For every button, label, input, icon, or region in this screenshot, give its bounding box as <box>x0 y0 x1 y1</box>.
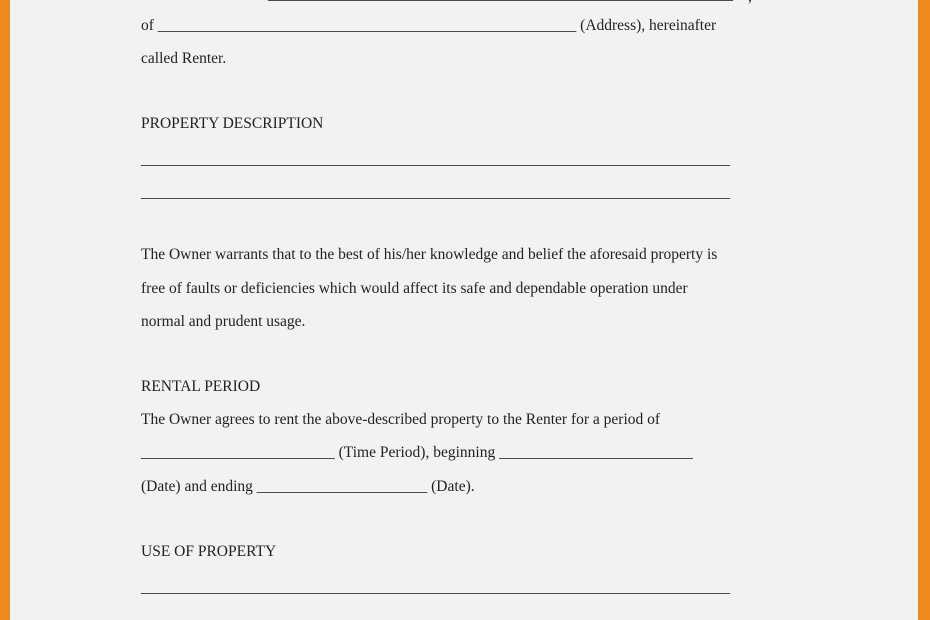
property-blank-line-1: ____________________________________________________________________________ <box>141 151 730 168</box>
warranty-text-line-3: normal and prudent usage. <box>141 313 306 330</box>
property-description-heading: PROPERTY DESCRIPTION <box>141 115 324 132</box>
property-blank-line-2: ____________________________________________________________________________ <box>141 184 730 201</box>
renter-line: called Renter. <box>141 50 227 67</box>
rental-period-heading: RENTAL PERIOD <box>141 378 261 395</box>
use-of-property-heading: USE OF PROPERTY <box>141 543 277 560</box>
use-blank-line-1: ____________________________________________________________________________ <box>141 579 730 596</box>
document-page <box>10 0 918 620</box>
rental-text-line-2: _________________________ (Time Period), beginning _________________________ <box>141 444 693 461</box>
rental-text-line-3: (Date) and ending ______________________ (Date). <box>141 478 475 495</box>
warranty-text-line-2: free of faults or deficiencies which would affect its safe and dependable operation under <box>141 280 688 297</box>
address-line: of ______________________________________________________ (Address), hereinafter <box>141 17 717 34</box>
warranty-text-line-1: The Owner warrants that to the best of his/her knowledge and belief the aforesaid property is <box>141 246 718 263</box>
top-comma <box>748 0 752 6</box>
top-blank-line <box>268 0 733 4</box>
rental-text-line-1: The Owner agrees to rent the above-described property to the Renter for a period of <box>141 411 661 428</box>
